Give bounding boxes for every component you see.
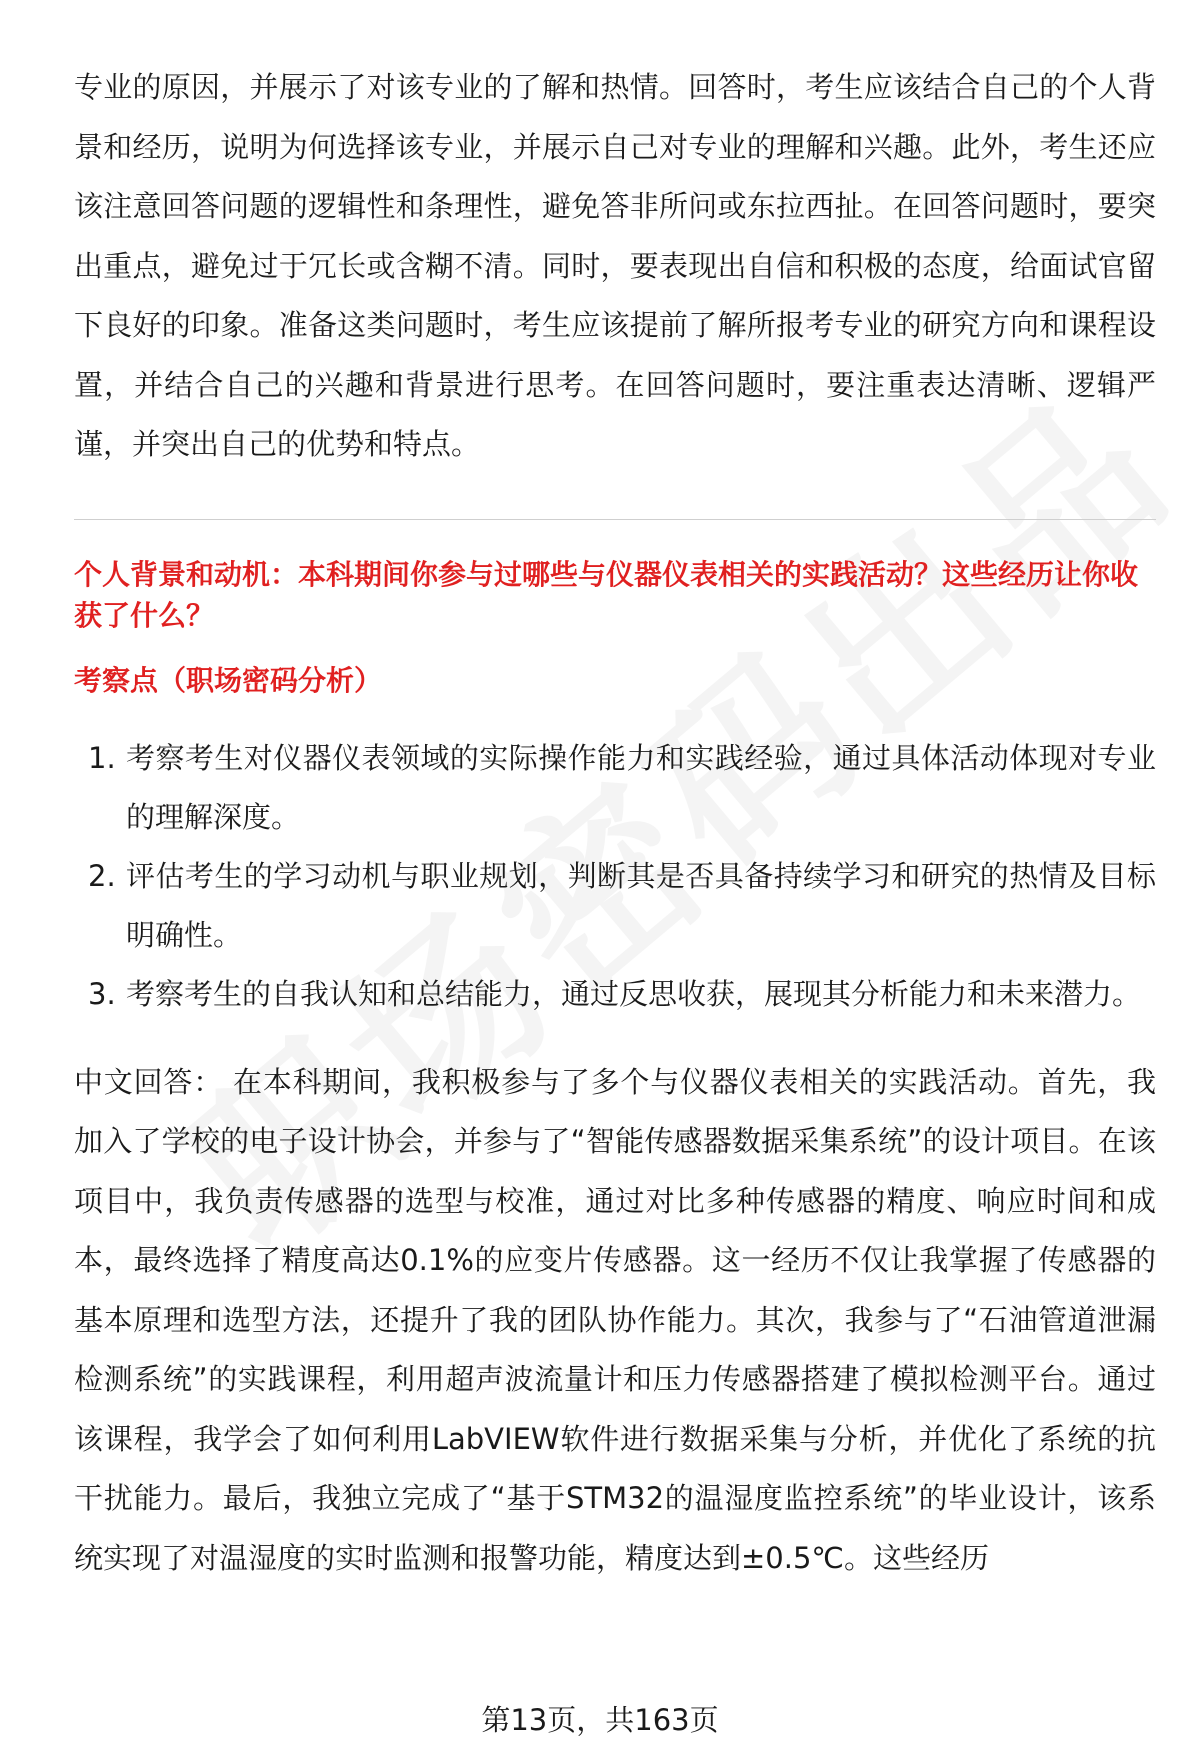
section-divider <box>74 519 1156 520</box>
list-item-number: 1. <box>88 740 116 775</box>
answer-label: 中文回答： <box>74 1064 223 1099</box>
analysis-subheading: 考察点（职场密码分析） <box>74 663 383 697</box>
list-item-text: 考察考生的自我认知和总结能力，通过反思收获，展现其分析能力和未来潜力。 <box>126 976 1142 1011</box>
list-item <box>74 847 1156 965</box>
list-item-text: 评估考生的学习动机与职业规划，判断其是否具备持续学习和研究的热情及目标明确性。 <box>126 858 1156 952</box>
question-heading: 个人背景和动机：本科期间你参与过哪些与仪器仪表相关的实践活动？这些经历让你收获了什么？ <box>74 557 1139 632</box>
answer-paragraph <box>74 1053 1156 1589</box>
page-footer: 第13页，共163页 <box>481 1703 719 1737</box>
answer-text: 在本科期间，我积极参与了多个与仪器仪表相关的实践活动。首先，我加入了学校的电子设计协会，并参与了“智能传感器数据采集系统”的设计项目。在该项目中，我负责传感器的选型与校准，通过对比多种传感器的精度、响应时间和成本，最终选择了精度高达0.1%的应变片传感器。这一经历不仅让我掌握了传感器的基本原理和选型方法，还提升了我的团队协作能力。其次，我参与了“石油管道泄漏检测系统”的实践课程，利用超声波流量计和压力传感器搭建了模拟检测平台。通过该课程，我学会了如何利用LabVIEW软件进行数据采集与分析，并优化了系统的抗干扰能力。最后，我独立完成了“基于STM32的温湿度监控系统”的毕业设计，该系统实现了对温湿度的实时监测和报警功能，精度达到±0.5℃。这些经历 <box>74 1064 1156 1575</box>
document-page <box>74 58 1156 1588</box>
analysis-points-list <box>74 729 1156 1024</box>
intro-paragraph: 专业的原因，并展示了对该专业的了解和热情。回答时，考生应该结合自己的个人背景和经历，说明为何选择该专业，并展示自己对专业的理解和兴趣。此外，考生还应该注意回答问题的逻辑性和条理性，避免答非所问或东拉西扯。在回答问题时，要突出重点，避免过于冗长或含糊不清。同时，要表现出自信和积极的态度，给面试官留下良好的印象。准备这类问题时，考生应该提前了解所报考专业的研究方向和课程设置，并结合自己的兴趣和背景进行思考。在回答问题时，要注重表达清晰、逻辑严谨，并突出自己的优势和特点。 <box>74 70 1156 461</box>
list-item <box>74 729 1156 847</box>
list-item-number: 2. <box>88 858 116 893</box>
list-item-text: 考察考生对仪器仪表领域的实际操作能力和实践经验，通过具体活动体现对专业的理解深度。 <box>126 740 1156 834</box>
list-item <box>74 965 1156 1024</box>
list-item-number: 3. <box>88 976 116 1011</box>
